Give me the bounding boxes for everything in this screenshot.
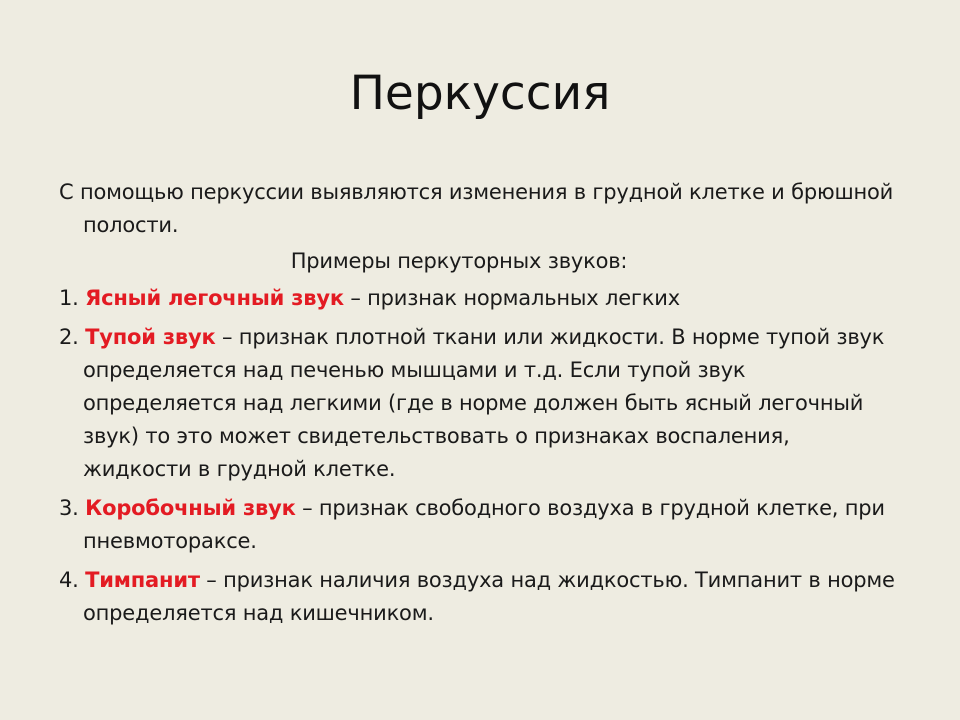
item-number: 3. [59,496,79,520]
item-number: 1. [59,286,79,310]
item-term: Тимпанит [85,568,200,592]
item-number: 4. [59,568,79,592]
item-description: – признак свободного воздуха в грудной клетке, при пневмотораксе. [83,496,885,553]
slide-title: Перкуссия [349,66,611,121]
list-item [59,492,904,558]
intro-paragraph: С помощью перкуссии выявляются изменения в грудной клетке и брюшной полости. [59,180,894,237]
slide-body [59,176,904,636]
item-term: Тупой звук [85,325,216,349]
item-number: 2. [59,325,79,349]
item-description: – признак плотной ткани или жидкости. В норме тупой звук определяется над печенью мышцами и т.д. Если тупой звук определяется над легкими (где в норме должен быть ясный легочный звук) то это может свидетельствовать о признаках воспаления, жидкости в грудной клетке. [83,325,885,481]
list-item [59,564,904,630]
examples-subheading: Примеры перкуторных звуков: [290,249,628,273]
item-description: – признак наличия воздуха над жидкостью. Тимпанит в норме определяется над кишечником. [83,568,895,625]
item-term: Коробочный звук [85,496,296,520]
list-item [59,282,904,315]
item-term: Ясный легочный звук [85,286,344,310]
list-item [59,321,904,486]
item-description: – признак нормальных легких [343,286,680,310]
